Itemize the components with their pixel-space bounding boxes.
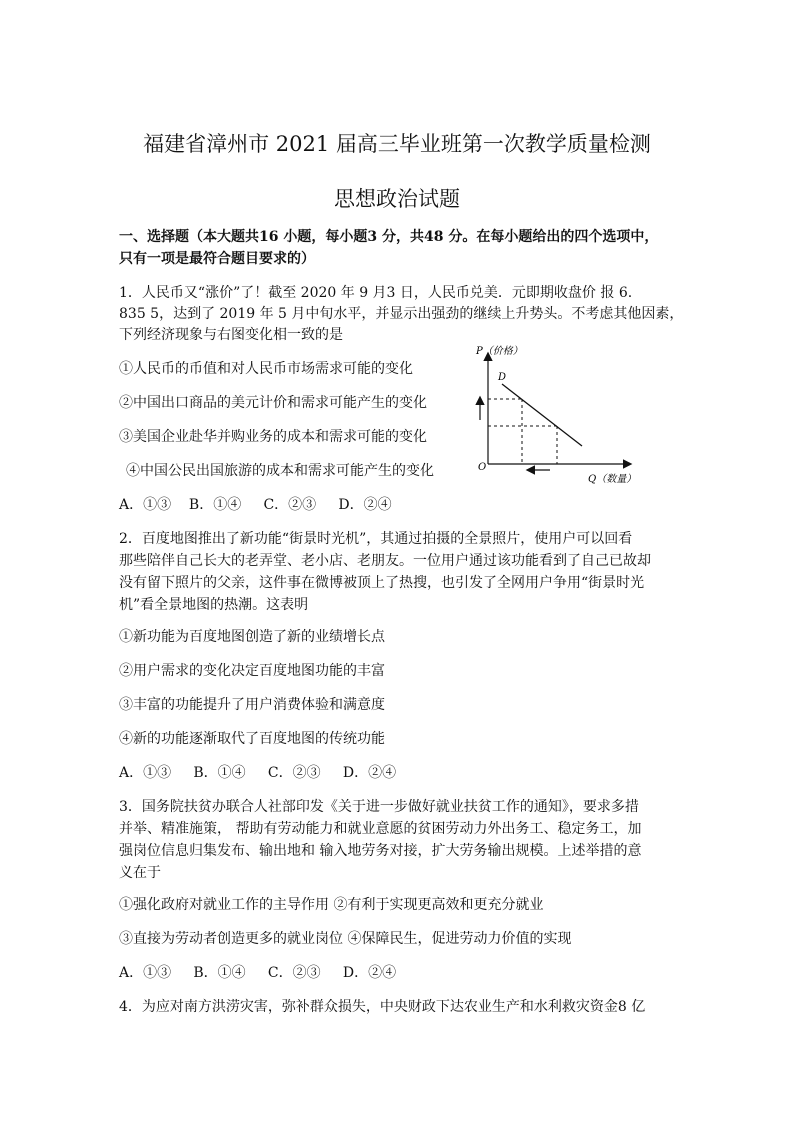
q3-stem-line1: 3．国务院扶贫办联合人社部印发《关于进一步做好就业扶贫工作的通知》，要求多措 xyxy=(119,799,639,815)
q2-option-2: ②用户需求的变化决定百度地图功能的丰富 xyxy=(119,663,385,679)
demand-line xyxy=(502,384,582,446)
curve-label: D xyxy=(498,372,507,383)
q1-option-4: ④中国公民出国旅游的成本和需求可能产生的变化 xyxy=(126,463,434,479)
section-heading-line1: 一、选择题（本大题共16 小题，每小题3 分，共48 分。在每小题给出的四个选项中， xyxy=(119,229,659,245)
q1-option-1: ①人民币的币值和对人民币市场需求可能的变化 xyxy=(119,361,413,377)
q1-stem-line2: 835 5，达到了 2019 年 5 月中旬水平，并显示出强劲的继续上升势头。不考虑其他因素， xyxy=(119,306,684,322)
q1-answer-choices: A．①③ B．①④ C．②③ D．②④ xyxy=(119,497,392,513)
q3-stem-line3: 强岗位信息归集发布、输出地和 输入地劳务对接，扩大劳务输出规模。上述举措的意 xyxy=(119,843,642,859)
q2-option-3: ③丰富的功能提升了用户消费体验和满意度 xyxy=(119,697,385,713)
q2-option-1: ①新功能为百度地图创造了新的业绩增长点 xyxy=(119,629,385,645)
q1-option-2: ②中国出口商品的美元计价和需求可能产生的变化 xyxy=(119,395,427,411)
q2-option-4: ④新的功能逐渐取代了百度地图的传统功能 xyxy=(119,731,385,747)
q3-stem-line2: 并举、精准施策， 帮助有劳动能力和就业意愿的贫困劳动力外出务工、稳定务工，加 xyxy=(119,821,642,837)
q4-stem-line1: 4．为应对南方洪涝灾害，弥补群众损失，中央财政下达农业生产和水利救灾资金8 亿 xyxy=(119,999,646,1015)
q2-stem-line1: 2．百度地图推出了新功能“街景时光机”，其通过拍摄的全景照片，使用户可以回看 xyxy=(119,531,633,547)
q1-stem-line1: 1．人民币又“涨价”了！截至 2020 年 9 月3 日，人民币兑美．元即期收盘价 报 6. xyxy=(119,285,633,301)
q2-answer-choices: A．①③ B．①④ C．②③ D．②④ xyxy=(119,765,397,781)
document-title: 福建省漳州市 2021 届高三毕业班第一次教学质量检测 xyxy=(143,132,651,156)
q3-stem-line4: 义在于 xyxy=(119,865,161,881)
document-subtitle: 思想政治试题 xyxy=(334,187,460,211)
q3-answer-choices: A．①③ B．①④ C．②③ D．②④ xyxy=(119,965,397,981)
origin-label: O xyxy=(478,462,487,473)
q2-stem-line4: 机”看全景地图的热潮。这表明 xyxy=(119,597,309,613)
q2-stem-line2: 那些陪伴自己长大的老弄堂、老小店、老朋友。一位用户通过该功能看到了自己已故却 xyxy=(119,553,651,569)
q3-options-3-4: ③直接为劳动者创造更多的就业岗位 ④保障民生，促进劳动力价值的实现 xyxy=(119,931,572,947)
q3-options-1-2: ①强化政府对就业工作的主导作用 ②有利于实现更高效和更充分就业 xyxy=(119,897,544,913)
q1-stem-line3: 下列经济现象与右图变化相一致的是 xyxy=(119,327,343,343)
x-axis-label: Q（数量） xyxy=(588,474,637,485)
y-axis-label: P（价格） xyxy=(476,346,523,357)
section-heading-line2: 只有一项是最符合题目要求的） xyxy=(119,251,315,267)
q1-option-3: ③美国企业赴华并购业务的成本和需求可能的变化 xyxy=(119,429,427,445)
q2-stem-line3: 没有留下照片的父亲，这件事在微博被顶上了热搜，也引发了全网用户争用“街景时光 xyxy=(119,575,645,591)
demand-curve-figure xyxy=(470,340,650,490)
